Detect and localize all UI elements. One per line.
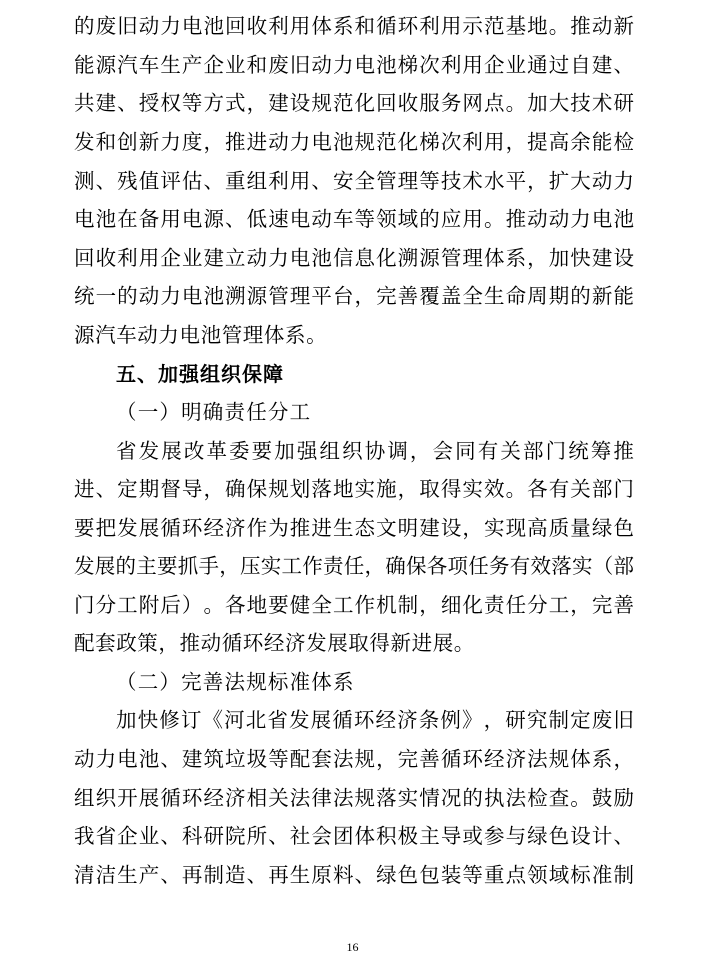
page-number: 16 [346,940,359,954]
body-text-line: 的 废 旧 动 力 电 池 回 收 利 用 体 系 和 循 环 利 用 示 范 基 地 。 推 动 新 [74,14,634,38]
body-text-line: 统 一 的 动 力 电 池 溯 源 管 理 平 台 ， 完 善 覆 盖 全 生 命 周 期 的 新 能 [74,284,634,308]
body-text-line: 回 收 利 用 企 业 建 立 动 力 电 池 信 息 化 溯 源 管 理 体 系 ， 加 快 建 设 [74,246,634,270]
body-text-line: 发 和 创 新 力 度 ， 推 进 动 力 电 池 规 范 化 梯 次 利 用 ， 提 高 余 能 检 [74,130,634,154]
section-heading: 五、加强组织保障 [116,362,284,386]
body-text-line: 动 力 电 池 、 建 筑 垃 圾 等 配 套 法 规 ， 完 善 循 环 经 济 法 规 体 系 ， [74,747,634,771]
body-text-line: 省 发 展 改 革 委 要 加 强 组 织 协 调 ， 会 同 有 关 部 门 统 筹 推 [116,439,634,463]
body-text-line: 能 源 汽 车 生 产 企 业 和 废 旧 动 力 电 池 梯 次 利 用 企 业 通 过 自 建 、 [74,53,634,77]
body-text-line: 我 省 企 业 、 科 研 院 所 、 社 会 团 体 积 极 主 导 或 参 与 绿 色 设 计 、 [74,824,634,848]
body-text-line: 要 把 发 展 循 环 经 济 作 为 推 进 生 态 文 明 建 设 ， 实 现 高 质 量 绿 色 [74,516,634,540]
body-text-line: 测 、 残 值 评 估 、 重 组 利 用 、 安 全 管 理 等 技 术 水 平 ， 扩 大 动 力 [74,169,634,193]
body-text-line: 进 、 定 期 督 导 ， 确 保 规 划 落 地 实 施 ， 取 得 实 效 。 各 有 关 部 门 [74,477,634,501]
subsection-heading: （二）完善法规标准体系 [116,670,355,694]
body-text-line: 发 展 的 主 要 抓 手 ， 压 实 工 作 责 任 ， 确 保 各 项 任 务 有 效 落 实 （ 部 [74,554,634,578]
body-text-line: 门 分 工 附 后 ） 。 各 地 要 健 全 工 作 机 制 ， 细 化 责 任 分 工 ， 完 善 [74,593,634,617]
body-text-line: 共 建 、 授 权 等 方 式 ， 建 设 规 范 化 回 收 服 务 网 点 。 加 大 技 术 研 [74,91,634,115]
subsection-heading: （一）明确责任分工 [116,400,312,424]
body-text-line: 清 洁 生 产 、 再 制 造 、 再 生 原 料 、 绿 色 包 装 等 重 点 领 域 标 准 制 [74,863,634,887]
body-text-line: 组 织 开 展 循 环 经 济 相 关 法 律 法 规 落 实 情 况 的 执 法 检 查 。 鼓 励 [74,786,634,810]
body-text-line: 电 池 在 备 用 电 源 、 低 速 电 动 车 等 领 域 的 应 用 。 推 动 动 力 电 池 [74,207,634,231]
body-text-line: 配套政策，推动循环经济发展取得新进展。 [74,631,475,655]
body-text-line: 源汽车动力电池管理体系。 [74,323,328,347]
body-text-line: 加 快 修 订 《 河 北 省 发 展 循 环 经 济 条 例 》 ， 研 究 制 定 废 旧 [116,708,634,732]
